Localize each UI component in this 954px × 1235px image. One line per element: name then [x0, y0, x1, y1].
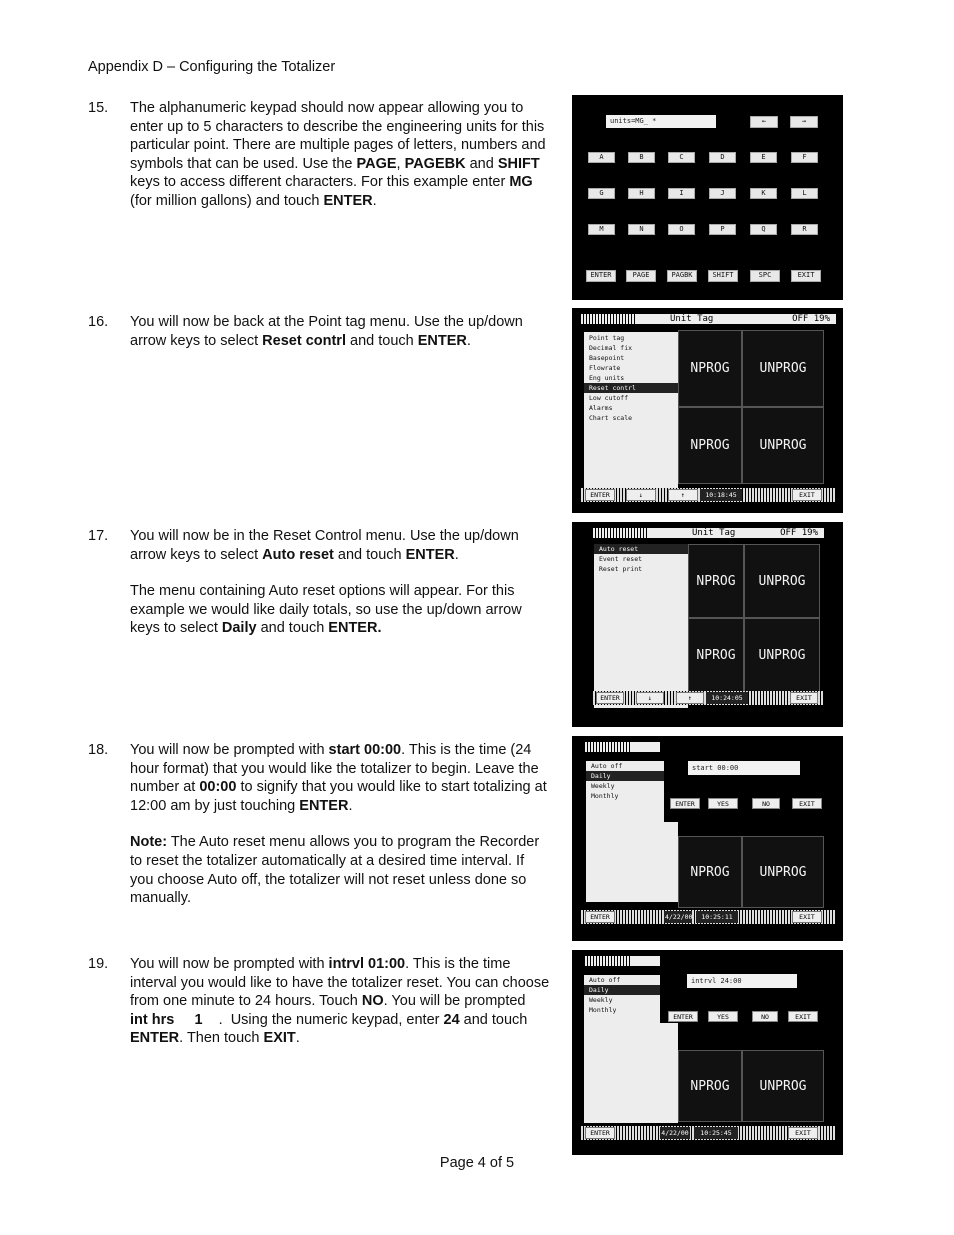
display-cell: NPROG: [678, 836, 742, 908]
date-display: 4/22/00: [661, 1129, 689, 1137]
text: and touch: [333, 546, 406, 563]
clock-display: 10:25:45: [694, 1127, 738, 1139]
down-arrow-button[interactable]: ↓: [626, 489, 656, 501]
key-m[interactable]: M: [588, 224, 615, 235]
bold-text: int hrs 1: [130, 1011, 203, 1028]
bold-text: intrvl 01:00: [328, 956, 406, 972]
bold-text: 24: [443, 1011, 460, 1028]
text: and: [465, 155, 498, 172]
exit-key[interactable]: EXIT: [791, 270, 821, 282]
display-cell: NPROG: [678, 407, 742, 484]
text: .: [466, 332, 471, 349]
enter-key[interactable]: ENTER: [586, 270, 616, 282]
enter-button[interactable]: ENTER: [585, 911, 615, 923]
enter-button[interactable]: ENTER: [596, 692, 624, 704]
title-bar: [592, 528, 824, 538]
display-cell: NPROG: [678, 330, 742, 407]
title-hatch: [584, 956, 630, 966]
display-cell: NPROG: [688, 618, 744, 692]
title-hatch: [580, 314, 636, 324]
menu-item[interactable]: Basepoint: [589, 354, 625, 362]
clock-display: 10:25:11: [696, 911, 738, 923]
key-f[interactable]: F: [791, 152, 818, 163]
auto-reset-start-screenshot: [572, 736, 843, 941]
bold-text: ENTER: [323, 192, 373, 209]
title-bar: [584, 956, 660, 966]
title-hatch: [584, 742, 630, 752]
text: keys to access different characters. For this example enter: [130, 174, 510, 191]
enter-button[interactable]: ENTER: [670, 798, 700, 809]
menu-item-selected[interactable]: Auto reset: [594, 544, 688, 554]
text: . Using the numeric keypad, enter: [202, 1011, 444, 1028]
step-text: [130, 955, 550, 1066]
text: ,: [396, 155, 405, 172]
display-cell: UNPROG: [742, 836, 824, 908]
menu-item[interactable]: Weekly: [591, 782, 615, 790]
menu-item[interactable]: Decimal fix: [589, 344, 633, 352]
bold-text: ENTER: [417, 332, 467, 349]
units-input[interactable]: units=MG_ *: [606, 115, 716, 128]
screen-title: Unit Tag: [670, 314, 714, 324]
text: .: [295, 1030, 300, 1047]
clock-display: 10:24:05: [706, 692, 748, 704]
bold-text: PAGEBK: [404, 155, 466, 172]
title-bar: [580, 314, 836, 324]
page-header: Appendix D – Configuring the Totalizer: [88, 59, 336, 75]
bold-text: 00:00: [199, 779, 237, 796]
bold-text: ENTER: [405, 546, 455, 563]
exit-button[interactable]: EXIT: [790, 692, 818, 704]
page-key[interactable]: PAGE: [626, 270, 656, 282]
display-cell: UNPROG: [744, 544, 820, 618]
text: . Then touch: [179, 1030, 264, 1047]
enter-button[interactable]: ENTER: [585, 1127, 615, 1139]
status-text: OFF 19%: [780, 528, 818, 538]
up-arrow-button[interactable]: ↑: [668, 489, 698, 501]
bold-text: EXIT: [263, 1030, 296, 1047]
text: to signify that you would like to start totalizing at 12:00 am by just touching: [130, 779, 547, 814]
keypad-screenshot: [572, 95, 843, 300]
bold-text: ENTER.: [328, 620, 382, 637]
bold-text: start 00:00: [328, 742, 402, 758]
text: and touch: [459, 1011, 528, 1028]
exit-button[interactable]: EXIT: [792, 798, 822, 809]
bold-text: Reset contrl: [262, 332, 346, 349]
arrow-right-key[interactable]: →: [790, 116, 818, 128]
screen-title: Unit Tag: [692, 528, 736, 538]
menu-item[interactable]: Weekly: [589, 996, 613, 1004]
title-bar: [584, 742, 660, 752]
key-d[interactable]: D: [709, 152, 736, 163]
space-key[interactable]: SPC: [750, 270, 780, 282]
arrow-left-key[interactable]: ←: [750, 116, 778, 128]
yes-button[interactable]: YES: [708, 1011, 738, 1022]
step-text: [130, 313, 550, 368]
point-tag-menu: [584, 332, 678, 490]
key-a[interactable]: A: [588, 152, 615, 163]
key-b[interactable]: B: [628, 152, 655, 163]
key-n[interactable]: N: [628, 224, 655, 235]
key-g[interactable]: G: [588, 188, 615, 199]
pagebk-key[interactable]: PAGBK: [667, 270, 697, 282]
bold-text: SHIFT: [497, 155, 540, 172]
display-cell: UNPROG: [742, 330, 824, 407]
menu-item[interactable]: Event reset: [599, 555, 643, 563]
text: and touch: [256, 620, 329, 637]
key-q[interactable]: Q: [750, 224, 777, 235]
menu-item[interactable]: Chart scale: [589, 414, 633, 422]
step-number: 17.: [88, 528, 109, 544]
status-text: OFF 19%: [792, 314, 830, 324]
text: .: [348, 797, 353, 814]
key-r[interactable]: R: [791, 224, 818, 235]
exit-button[interactable]: EXIT: [788, 1011, 818, 1022]
menu-panel-lower: [586, 822, 678, 902]
clock-display: 10:18:45: [700, 489, 742, 501]
button-bar: [580, 910, 836, 924]
key-j[interactable]: J: [709, 188, 736, 199]
note-label: Note:: [130, 834, 168, 851]
up-arrow-button[interactable]: ↑: [676, 692, 704, 704]
bold-text: Auto reset: [262, 546, 334, 563]
text: You will now be back at the Point tag menu. Use the up/down arrow keys to select: [130, 314, 523, 349]
text: .: [372, 192, 377, 209]
text: . This is the time (24 hour format) that you would like the totalizer to begin. Leave the number at: [130, 742, 539, 796]
key-e[interactable]: E: [750, 152, 777, 163]
text: The menu containing Auto reset options will appear. For this example we would like daily totals, so use the up/down arrow keys to select: [130, 583, 522, 637]
text: You will now be prompted with: [130, 742, 329, 758]
text: You will now be prompted with: [130, 956, 329, 972]
menu-item[interactable]: Auto off: [589, 976, 621, 984]
text: .: [454, 546, 459, 563]
display-cell: UNPROG: [744, 618, 820, 692]
page-footer: Page 4 of 5: [439, 1155, 515, 1171]
key-h[interactable]: H: [628, 188, 655, 199]
key-p[interactable]: P: [709, 224, 736, 235]
text: . This is the time interval you would like to have the totalizer reset. You can choose from one minute to 24 hours. Touch: [130, 956, 550, 1010]
start-time-input[interactable]: start 00:00: [688, 761, 800, 775]
text: The alphanumeric keypad should now appear allowing you to enter up to 5 characters to describe the engineering units for this particular point. There are multiple pages of letters, numbers and symbols that can be used. Use the: [130, 100, 546, 172]
menu-item-selected[interactable]: Reset contrl: [584, 383, 678, 393]
key-c[interactable]: C: [668, 152, 695, 163]
bold-text: NO: [361, 993, 384, 1010]
display-cell: UNPROG: [742, 407, 824, 484]
menu-item[interactable]: Monthly: [589, 1006, 617, 1014]
enter-button[interactable]: ENTER: [585, 489, 615, 501]
exit-button[interactable]: EXIT: [788, 1127, 818, 1139]
key-k[interactable]: K: [750, 188, 777, 199]
menu-item[interactable]: Eng units: [589, 374, 625, 382]
yes-button[interactable]: YES: [708, 798, 738, 809]
menu-item[interactable]: Point tag: [589, 334, 625, 342]
shift-key[interactable]: SHIFT: [708, 270, 738, 282]
exit-button[interactable]: EXIT: [792, 911, 822, 923]
step-number: 18.: [88, 742, 109, 758]
down-arrow-button[interactable]: ↓: [636, 692, 664, 704]
auto-reset-interval-screenshot: [572, 950, 843, 1155]
text: (for million gallons) and touch: [130, 192, 324, 209]
step-text: [130, 99, 550, 229]
no-button[interactable]: NO: [752, 1011, 778, 1022]
menu-item[interactable]: Auto off: [591, 762, 623, 770]
text: . You will be prompted: [383, 993, 526, 1010]
date-display: 4/22/00: [665, 913, 693, 921]
menu-item-selected[interactable]: Daily: [586, 771, 664, 781]
step-number: 19.: [88, 956, 109, 972]
menu-item[interactable]: Monthly: [591, 792, 619, 800]
menu-panel-lower: [584, 1023, 678, 1123]
step-number: 16.: [88, 314, 109, 330]
menu-item[interactable]: Alarms: [589, 404, 613, 412]
point-tag-screenshot: [572, 308, 843, 513]
step-text: [130, 741, 550, 926]
display-cell: UNPROG: [742, 1050, 824, 1122]
menu-item[interactable]: Flowrate: [589, 364, 621, 372]
bold-text: ENTER: [130, 1030, 180, 1047]
reset-control-screenshot: [572, 522, 843, 727]
step-text: [130, 527, 550, 656]
key-o[interactable]: O: [668, 224, 695, 235]
text: You will now be in the Reset Control menu. Use the up/down arrow keys to select: [130, 528, 519, 563]
interval-input[interactable]: intrvl 24:00: [687, 974, 797, 988]
button-bar: [580, 488, 836, 502]
display-cell: NPROG: [678, 1050, 742, 1122]
auto-reset-menu: [584, 975, 660, 1023]
menu-item[interactable]: Reset print: [599, 565, 643, 573]
exit-button[interactable]: EXIT: [792, 489, 822, 501]
button-bar: [580, 1126, 836, 1140]
key-i[interactable]: I: [668, 188, 695, 199]
step-number: 15.: [88, 100, 109, 116]
menu-item-selected[interactable]: Daily: [584, 985, 660, 995]
menu-item[interactable]: Low cutoff: [589, 394, 629, 402]
bold-text: Daily: [221, 620, 257, 637]
bold-text: MG: [509, 174, 533, 191]
title-hatch: [592, 528, 648, 538]
bold-text: PAGE: [356, 155, 397, 172]
note-text: The Auto reset menu allows you to program the Recorder to reset the totalizer automatically at a desired time interval. If you choose Auto off, the totalizer will not reset unless done so manually.: [130, 834, 540, 907]
no-button[interactable]: NO: [752, 798, 780, 809]
enter-button[interactable]: ENTER: [668, 1011, 698, 1022]
reset-control-menu: [594, 544, 688, 708]
button-bar: [592, 691, 824, 705]
auto-reset-menu: [586, 761, 664, 822]
text: and touch: [345, 332, 418, 349]
key-l[interactable]: L: [791, 188, 818, 199]
bold-text: ENTER: [299, 797, 349, 814]
display-cell: NPROG: [688, 544, 744, 618]
